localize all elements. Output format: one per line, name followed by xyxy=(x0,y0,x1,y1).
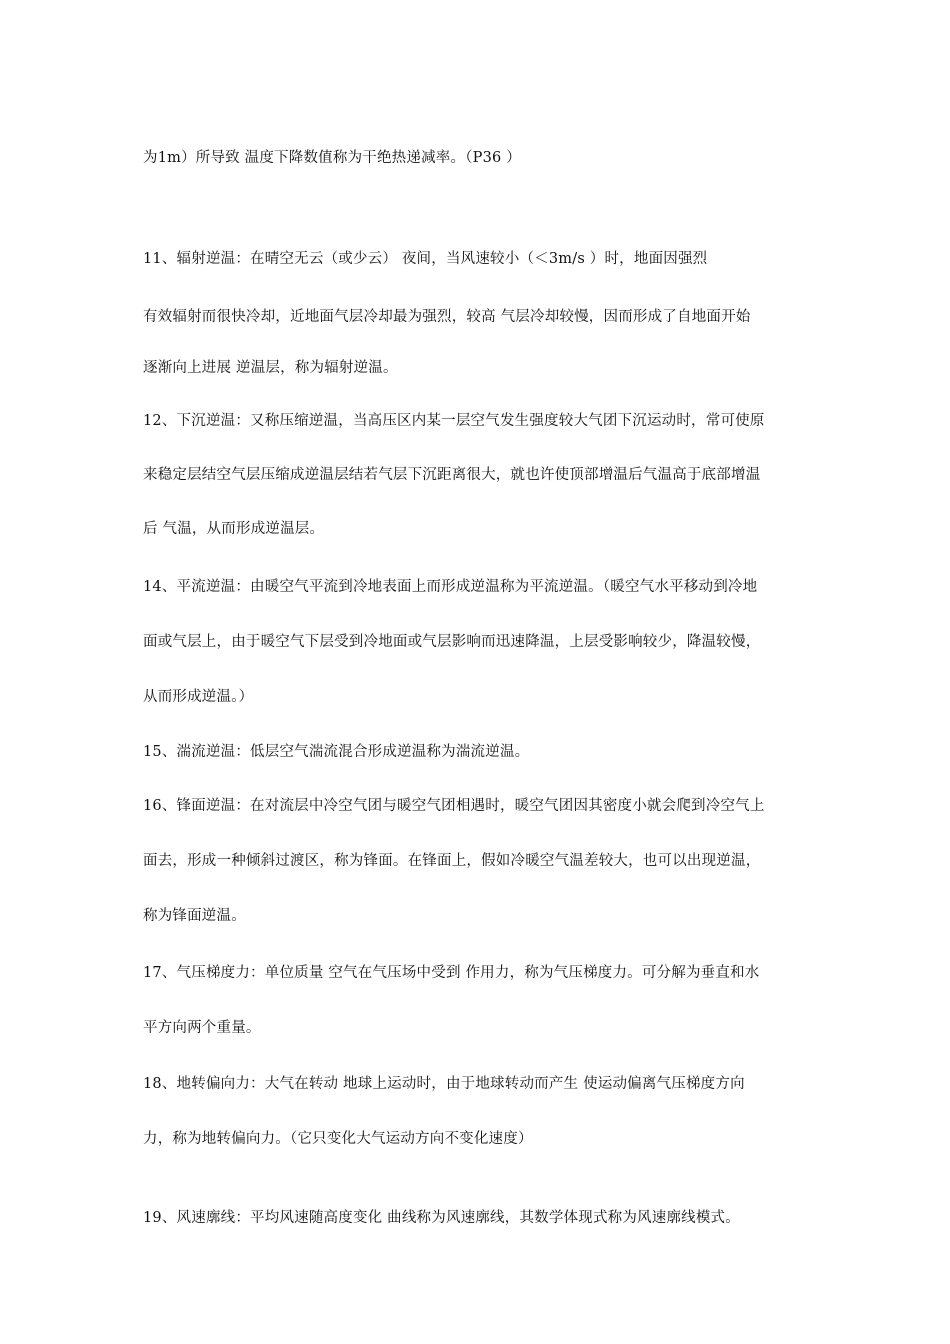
text-line-9: 面或气层上，由于暖空气下层受到冷地面或气层影响而迅速降温，上层受影响较少，降温较慢， xyxy=(143,634,761,650)
text-line-6: 来稳定层结空气层压缩成逆温层结若气层下沉距离很大，就也许使顶部增温后气温高于底部增温 xyxy=(143,467,761,483)
text-line-1: 为1m）所导致 温度下降数值称为干绝热递减率。（P36 ） xyxy=(143,150,521,166)
text-line-15: 17、气压梯度力：单位质量 空气在气压场中受到 作用力，称为气压梯度力。可分解为垂直和水 xyxy=(143,965,760,981)
text-line-2: 11、辐射逆温：在晴空无云（或少云） 夜间，当风速较小（＜3m/s ）时，地面因强烈 xyxy=(143,251,708,267)
text-line-5: 12、下沉逆温：又称压缩逆温，当高压区内某一层空气发生强度较大气团下沉运动时，常可使原 xyxy=(143,413,765,429)
text-line-18: 力，称为地转偏向力。（它只变化大气运动方向不变化速度） xyxy=(143,1131,533,1147)
text-line-13: 面去，形成一种倾斜过渡区，称为锋面。在锋面上，假如冷暖空气温差较大，也可以出现逆温， xyxy=(143,853,761,869)
text-line-12: 16、锋面逆温：在对流层中冷空气团与暖空气团相遇时，暖空气团因其密度小就会爬到冷空气上 xyxy=(143,798,765,814)
text-line-17: 18、地转偏向力：大气在转动 地球上运动时，由于地球转动而产生 使运动偏离气压梯度方向 xyxy=(143,1076,745,1092)
text-line-3: 有效辐射而很快冷却，近地面气层冷却最为强烈，较高 气层冷却较慢，因而形成了自地面开始 xyxy=(143,309,751,325)
text-line-19: 19、风速廓线：平均风速随高度变化 曲线称为风速廓线，其数学体现式称为风速廓线模式。 xyxy=(143,1210,740,1226)
text-line-10: 从而形成逆温。） xyxy=(143,689,254,705)
text-line-14: 称为锋面逆温。 xyxy=(143,908,246,924)
text-line-8: 14、平流逆温：由暖空气平流到冷地表面上而形成逆温称为平流逆温。（暖空气水平移动到冷地 xyxy=(143,579,758,595)
text-line-16: 平方向两个重量。 xyxy=(143,1020,261,1036)
text-line-11: 15、湍流逆温：低层空气湍流混合形成逆温称为湍流逆温。 xyxy=(143,744,530,760)
text-line-7: 后 气温，从而形成逆温层。 xyxy=(143,521,325,537)
text-line-4: 逐渐向上进展 逆温层，称为辐射逆温。 xyxy=(143,360,398,376)
